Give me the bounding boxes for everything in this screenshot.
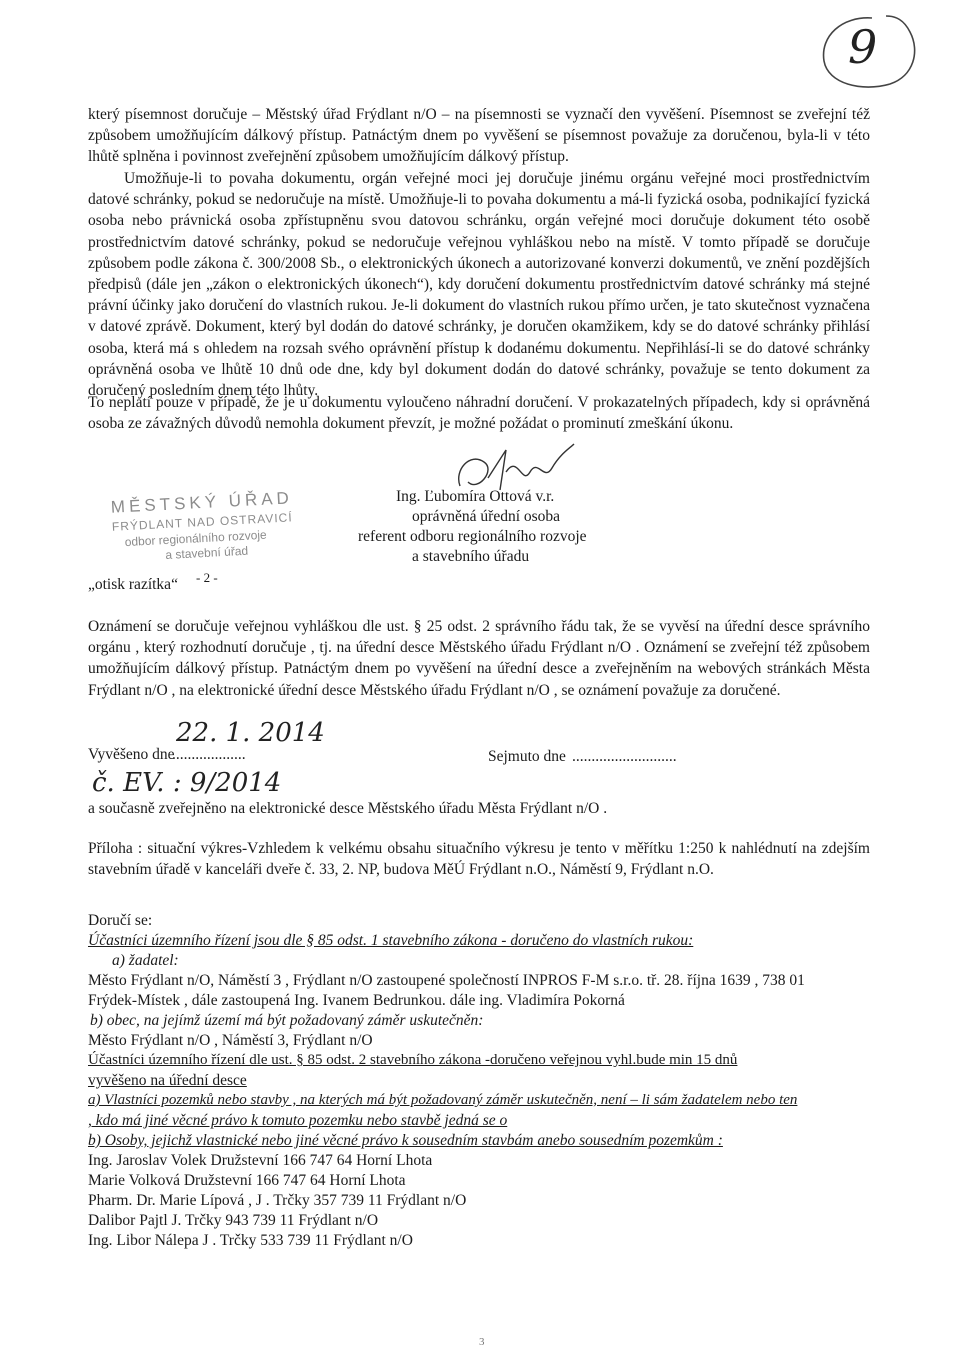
- paragraph-public-notice: Oznámení se doručuje veřejnou vyhláškou dle ust. § 25 odst. 2 správního řádu tak, že se vyvěsí na úřední desce správního orgánu , který rozhodnutí doručuje , tj. na úřední desce Městského úřadu Frýdlant n/O . Oznámení se zveřejní též způsobem umožňujícím dálkový přístup. Patnáctým dnem po vyvěšení na úřední desce a zveřejněním na webových stránkách Města Frýdlant n/O , na elektronické úřední desce Městského úřadu Frýdlant n/O , se oznámení považuje za doručené.: [88, 618, 870, 699]
- list-item: Dalibor Pajtl J. Trčky 943 739 11 Frýdlant n/O: [88, 1212, 379, 1229]
- stamp-caption: „otisk razítka“: [88, 576, 178, 593]
- signatory-name: Ing. Ľubomíra Ottová v.r.: [396, 488, 555, 505]
- participants2-line-1: Účastníci územního řízení dle ust. § 85 odst. 2 stavebního zákona -doručeno veřejnou vyhl.bude min 15 dnů: [88, 1052, 738, 1068]
- stamp-line-department: odbor regionálního rozvoje: [124, 527, 268, 550]
- owners-line-2: , kdo má jiné věcné právo k tomuto pozemku nebo stavbě jedná se o: [88, 1112, 508, 1129]
- published-line: a současně zveřejněno na elektronické desce Městského úřadu Města Frýdlant n/O .: [88, 800, 608, 817]
- page-marker: - 2 -: [196, 570, 218, 585]
- paragraph-delivery-intro: který písemnost doručuje – Městský úřad Frýdlant n/O – na písemnosti se vyznačí den vyvěšení. Písemnost se zveřejní též způsobem umožňujícím dálkový přístup. Patnáctým dnem po vyvěšení se písemnost považuje za doručenou, byla-li v této lhůtě splněna i povinnost zveřejnění způsobem umožňujícím dálkový přístup.: [88, 106, 870, 166]
- neighbours-line: b) Osoby, jejichž vlastnické nebo jiné věcné právo k sousedním stavbám anebo sousedním pozemkům :: [88, 1132, 723, 1149]
- signatory-department: referent odboru regionálního rozvoje: [358, 528, 587, 545]
- removed-dots: ...........................: [572, 748, 677, 765]
- stamp-line-building: a stavební úřad: [165, 543, 249, 562]
- posted-label: Vyvěšeno dne: [88, 746, 175, 763]
- paragraph-exception: To neplatí pouze v případě, že je u dokumentu vyloučeno náhradní doručení. V prokazatelných případech, kdy si oprávněná osoba ze závažných důvodů nemohla dokument převzít, je možné požádat o prominutí zmeškání úkonu.: [88, 394, 870, 433]
- participants-heading: Účastníci územního řízení jsou dle § 85 odst. 1 stavebního zákona - doručeno do vlastních rukou:: [88, 932, 694, 949]
- reference-handwritten: č. EV. : 9/2014: [92, 768, 282, 798]
- participants2-line-2: vyvěšeno na úřední desce: [88, 1072, 247, 1089]
- list-item: Ing. Libor Nálepa J . Trčky 533 739 11 Frýdlant n/O: [88, 1232, 413, 1249]
- applicant-label: a) žadatel:: [112, 952, 179, 969]
- list-item: Ing. Jaroslav Volek Družstevní 166 747 64 Horní Lhota: [88, 1152, 433, 1169]
- municipality-entry: Město Frýdlant n/O , Náměstí 3, Frýdlant n/O: [88, 1032, 373, 1049]
- removed-label: Sejmuto dne: [488, 748, 566, 765]
- applicant-line-1: Město Frýdlant n/O, Náměstí 3 , Frýdlant n/O zastoupené společností INPROS F-M s.r.o. tř. 28. října 1639 , 738 01: [88, 972, 805, 989]
- paragraph-data-box: Umožňuje-li to povaha dokumentu, orgán veřejné moci jej doručuje jinému orgánu veřejné moci prostřednictvím datové schránky, pokud se nedoručuje na místě. Umožňuje-li to povaha dokumentu a má-li fyzická osoba, podnikající fyzická osoba nebo právnická osoba zpřístupněnu svou datovou schránku, orgán veřejné moci doručuje dokument této osobě prostřednictvím datové schránky, pokud se nedoručuje veřejnou vyhláškou nebo na místě. V tomto případě se doručuje způsobem podle zákona č. 300/2008 Sb., o elektronických úkonech a autorizované konverzi dokumentů, ve znění pozdějších předpisů (dále jen „zákon o elektronických úkonech“), kdy doručení dokumentu prostřednictvím datové schránky má stejné právní účinky jako doručení do vlastních rukou. Je-li dokument do vlastních rukou přímo určen, je tato skutečnost vyznačena v datové zprávě. Dokument, který byl dodán do datové schránky, je doručen okamžikem, kdy se do datové schránky přihlásí osoba, která má s ohledem na rozsah svého oprávnění přístup k dodanému dokumentu. Nepřihlásí-li se do datové schránky oprávněná osoba ve lhůtě 10 dnů ode dne, kdy byl dokument dodán do datové schránky, považuje se tento dokument za doručený posledním dnem této lhůty.: [88, 170, 870, 400]
- delivery-heading: Doručí se:: [88, 912, 153, 929]
- footer-mark: 3: [479, 1336, 485, 1348]
- office-stamp: [110, 486, 333, 564]
- signatory-department-2: a stavebního úřadu: [412, 548, 530, 565]
- applicant-line-2: Frýdek-Místek , dále zastoupená Ing. Ivanem Bedrunkou. dále ing. Vladimíra Pokorná: [88, 992, 625, 1009]
- paragraph-attachment: Příloha : situační výkres-Vzhledem k velkému obsahu situačního výkresu je tento v měřítku 1:250 k nahlédnutí na zdejším stavebním úřadě v kanceláři dveře č. 33, 2. NP, budova MěÚ Frýdlant n.O., Náměstí 9, Frýdlant n.O.: [88, 840, 870, 879]
- municipality-label: b) obec, na jejímž území má být požadovaný záměr uskutečněn:: [90, 1012, 484, 1029]
- posted-date-handwritten: 22. 1. 2014: [176, 718, 325, 748]
- stamp-line-office: MĚSTSKÝ ÚŘAD: [110, 488, 294, 517]
- page-number-handwritten: 9: [848, 20, 878, 74]
- posted-dots: ...................: [172, 746, 246, 763]
- signatory-role: oprávněná úřední osoba: [412, 508, 561, 525]
- stamp-line-town: FRÝDLANT NAD OSTRAVICÍ: [111, 510, 293, 534]
- owners-line-1: a) Vlastníci pozemků nebo stavby , na kterých má být požadovaný záměr uskutečněn, není – li sám žadatelem nebo ten: [88, 1092, 798, 1108]
- list-item: Marie Volková Družstevní 166 747 64 Horní Lhota: [88, 1172, 406, 1189]
- list-item: Pharm. Dr. Marie Lípová , J . Trčky 357 739 11 Frýdlant n/O: [88, 1192, 467, 1209]
